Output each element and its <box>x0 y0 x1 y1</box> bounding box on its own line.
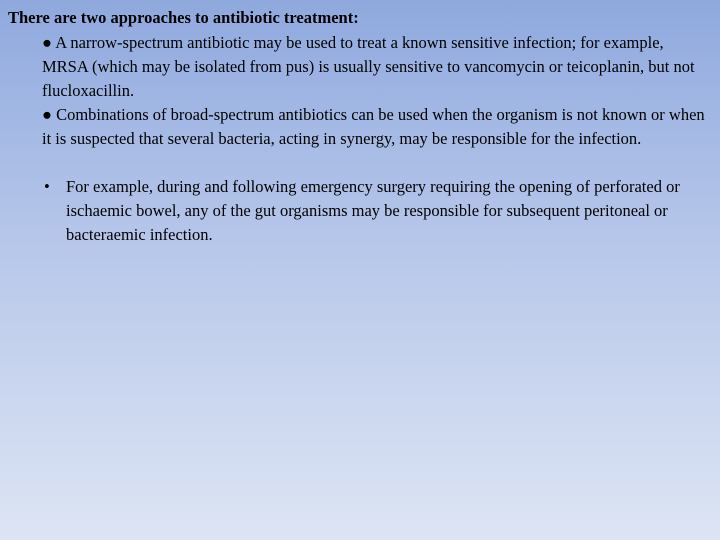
sub-bullet-marker: • <box>44 177 50 196</box>
slide-heading: There are two approaches to antibiotic treatment: <box>8 8 359 27</box>
bullet-point-broad-spectrum <box>42 103 710 151</box>
bullet-marker: ● <box>42 33 52 52</box>
sub-bullet-text: For example, during and following emergency surgery requiring the opening of perforated or ischaemic bowel, any of the gut organisms may be responsible for subsequent peritoneal or bacteraemic infection. <box>66 177 680 244</box>
bullet-text: Combinations of broad-spectrum antibiotics can be used when the organism is not known or when it is suspected that several bacteria, acting in synergy, may be responsible for the infection. <box>42 105 705 148</box>
sub-bullet-point-example <box>44 175 712 247</box>
bullet-marker: ● <box>42 105 52 124</box>
bullet-text: A narrow-spectrum antibiotic may be used to treat a known sensitive infection; for example, MRSA (which may be isolated from pus) is usually sensitive to vancomycin or teicoplanin, but not flucloxacillin. <box>42 33 695 100</box>
bullet-point-narrow-spectrum <box>42 31 710 103</box>
